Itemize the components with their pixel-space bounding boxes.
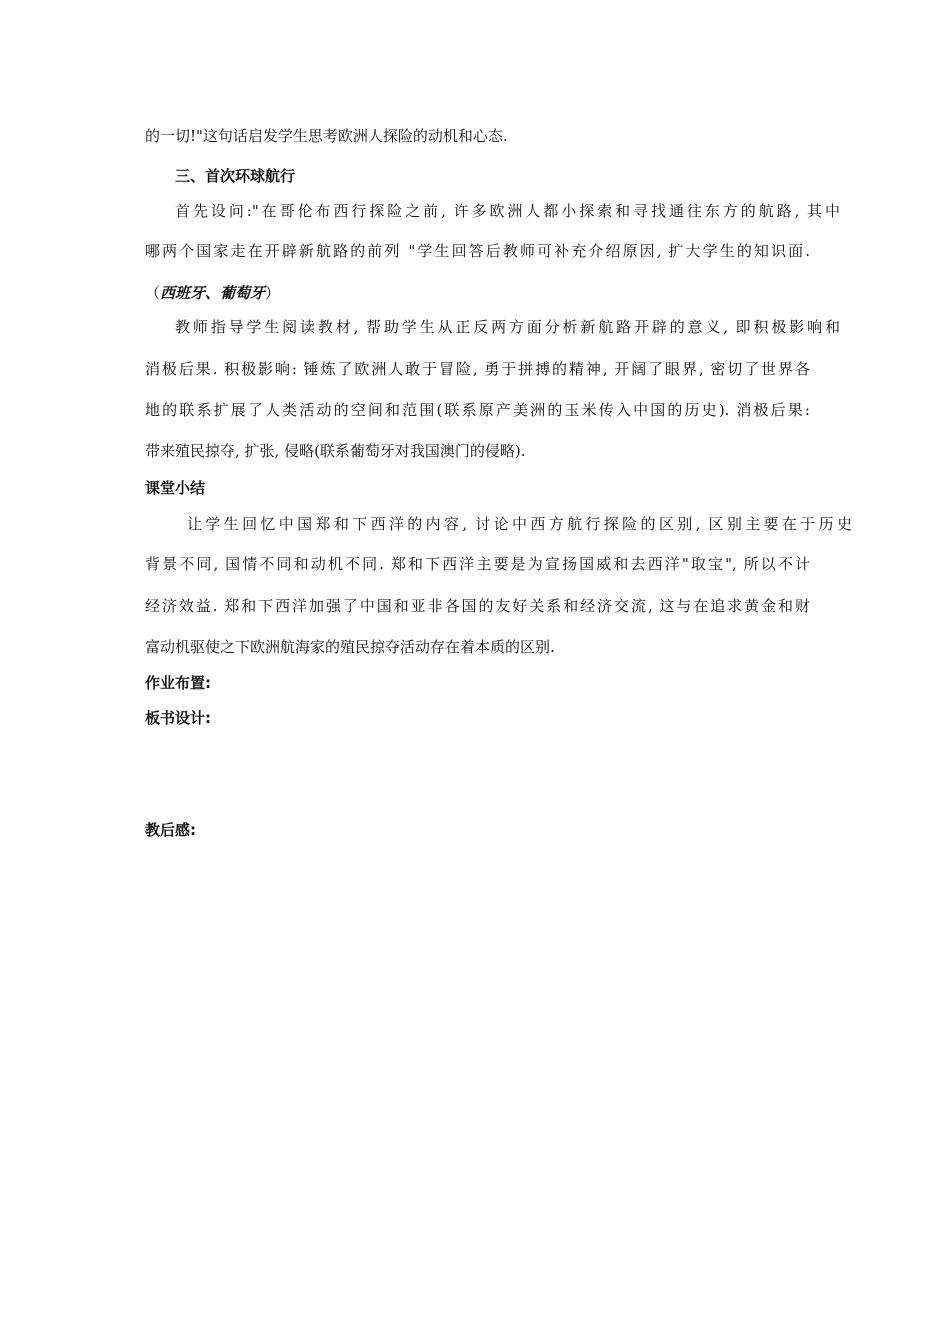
paragraph-line: 富动机驱使之下欧洲航海家的殖民掠夺活动存在着本质的区别. (145, 638, 555, 656)
paragraph-line: 的一切!"这句话启发学生思考欧洲人探险的动机和心态. (145, 127, 508, 145)
answer-paren-open: （ (145, 284, 161, 302)
paragraph-line: 首先设问:"在哥伦布西行探险之前, 许多欧洲人都小探索和寻找通往东方的航路, 其中 (175, 202, 840, 220)
paragraph-line: 背景不同, 国情不同和动机不同. 郑和下西洋主要是为宣扬国威和去西洋"取宝", 所以不计 (145, 555, 810, 573)
paragraph-line: 带来殖民掠夺, 扩张, 侵略(联系葡萄牙对我国澳门的侵略). (145, 442, 526, 460)
section-heading-summary: 课堂小结 (145, 479, 206, 497)
paragraph-line: 地的联系扩展了人类活动的空间和范围(联系原产美洲的玉米传入中国的历史). 消极后果: (145, 401, 810, 419)
answer-line (145, 283, 810, 303)
paragraph-line: 消极后果. 积极影响: 锤炼了欧洲人敢于冒险, 勇于拼搏的精神, 开阔了眼界, 密切了世界各 (145, 360, 810, 378)
paragraph-line: 哪两个国家走在开辟新航路的前列 "学生回答后教师可补充介绍原因, 扩大学生的知识面. (145, 242, 810, 260)
paragraph-line: 让学生回忆中国郑和下西洋的内容, 讨论中西方航行探险的区别, 区别主要在于历史 (187, 515, 852, 533)
section-heading-homework: 作业布置: (145, 674, 211, 692)
section-heading-reflection: 教后感: (145, 821, 196, 839)
section-heading-circumnavigation: 三、首次环球航行 (175, 167, 296, 185)
section-heading-board-design: 板书设计: (145, 709, 211, 727)
paragraph-line: 教师指导学生阅读教材, 帮助学生从正反两方面分析新航路开辟的意义, 即积极影响和 (175, 318, 840, 336)
answer-paren-close: ） (265, 284, 281, 302)
paragraph-line: 经济效益. 郑和下西洋加强了中国和亚非各国的友好关系和经济交流, 这与在追求黄金和财 (145, 597, 810, 615)
answer-text: 西班牙、葡萄牙 (160, 284, 266, 302)
